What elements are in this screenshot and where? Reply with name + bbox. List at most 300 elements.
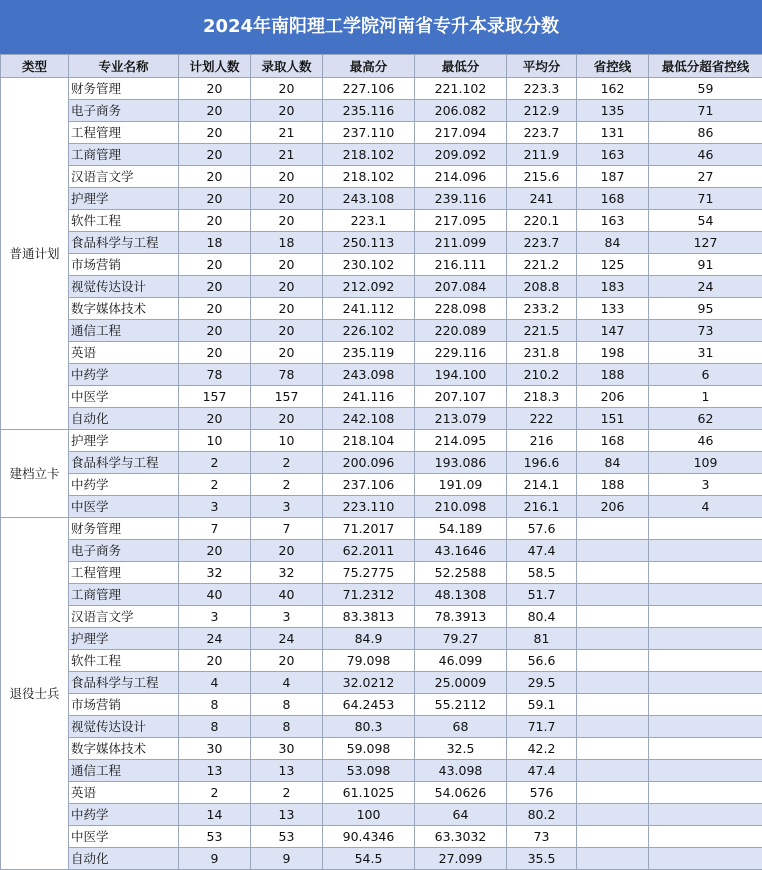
avg-score-cell: 80.4 [507,606,577,628]
header-control-line: 省控线 [577,55,649,78]
planned-count-cell: 8 [179,716,251,738]
major-name-cell: 视觉传达设计 [69,276,179,298]
planned-count-cell: 10 [179,430,251,452]
header-above-line: 最低分超省控线 [649,55,762,78]
above-line-cell [649,716,762,738]
admitted-count-cell: 20 [251,166,323,188]
table-body [1,78,762,870]
major-name-cell: 护理学 [69,628,179,650]
control-line-cell: 168 [577,188,649,210]
max-score-cell: 84.9 [323,628,415,650]
planned-count-cell: 9 [179,848,251,870]
category-cell: 退役士兵 [1,518,69,870]
planned-count-cell: 8 [179,694,251,716]
min-score-cell: 209.092 [415,144,507,166]
major-name-cell: 护理学 [69,188,179,210]
table-row [1,562,762,584]
control-line-cell: 151 [577,408,649,430]
table-row [1,672,762,694]
admitted-count-cell: 20 [251,210,323,232]
min-score-cell: 52.2588 [415,562,507,584]
control-line-cell: 84 [577,452,649,474]
max-score-cell: 79.098 [323,650,415,672]
min-score-cell: 79.27 [415,628,507,650]
min-score-cell: 55.2112 [415,694,507,716]
planned-count-cell: 20 [179,210,251,232]
table-row [1,210,762,232]
admission-table [0,54,762,870]
avg-score-cell: 47.4 [507,540,577,562]
max-score-cell: 83.3813 [323,606,415,628]
table-row [1,606,762,628]
header-row [1,55,762,78]
control-line-cell [577,584,649,606]
max-score-cell: 218.104 [323,430,415,452]
min-score-cell: 54.0626 [415,782,507,804]
min-score-cell: 221.102 [415,78,507,100]
admitted-count-cell: 40 [251,584,323,606]
max-score-cell: 90.4346 [323,826,415,848]
admitted-count-cell: 8 [251,694,323,716]
max-score-cell: 53.098 [323,760,415,782]
above-line-cell: 31 [649,342,762,364]
above-line-cell [649,672,762,694]
major-name-cell: 汉语言文学 [69,606,179,628]
max-score-cell: 54.5 [323,848,415,870]
control-line-cell [577,562,649,584]
max-score-cell: 235.119 [323,342,415,364]
planned-count-cell: 20 [179,188,251,210]
admitted-count-cell: 20 [251,100,323,122]
above-line-cell: 46 [649,144,762,166]
min-score-cell: 63.3032 [415,826,507,848]
major-name-cell: 财务管理 [69,518,179,540]
planned-count-cell: 3 [179,496,251,518]
min-score-cell: 54.189 [415,518,507,540]
above-line-cell: 27 [649,166,762,188]
major-name-cell: 食品科学与工程 [69,452,179,474]
control-line-cell [577,606,649,628]
above-line-cell: 95 [649,298,762,320]
major-name-cell: 工商管理 [69,584,179,606]
max-score-cell: 212.092 [323,276,415,298]
min-score-cell: 193.086 [415,452,507,474]
table-row [1,320,762,342]
max-score-cell: 80.3 [323,716,415,738]
control-line-cell: 206 [577,386,649,408]
min-score-cell: 207.084 [415,276,507,298]
planned-count-cell: 20 [179,254,251,276]
header-avg-score: 平均分 [507,55,577,78]
planned-count-cell: 30 [179,738,251,760]
avg-score-cell: 211.9 [507,144,577,166]
avg-score-cell: 196.6 [507,452,577,474]
min-score-cell: 220.089 [415,320,507,342]
control-line-cell [577,650,649,672]
max-score-cell: 200.096 [323,452,415,474]
control-line-cell: 125 [577,254,649,276]
min-score-cell: 217.094 [415,122,507,144]
planned-count-cell: 32 [179,562,251,584]
avg-score-cell: 214.1 [507,474,577,496]
above-line-cell [649,804,762,826]
min-score-cell: 48.1308 [415,584,507,606]
avg-score-cell: 73 [507,826,577,848]
avg-score-cell: 80.2 [507,804,577,826]
header-min-score: 最低分 [415,55,507,78]
avg-score-cell: 221.2 [507,254,577,276]
above-line-cell [649,518,762,540]
avg-score-cell: 231.8 [507,342,577,364]
planned-count-cell: 20 [179,408,251,430]
above-line-cell [649,694,762,716]
avg-score-cell: 223.7 [507,232,577,254]
max-score-cell: 71.2017 [323,518,415,540]
planned-count-cell: 3 [179,606,251,628]
above-line-cell: 62 [649,408,762,430]
planned-count-cell: 20 [179,342,251,364]
min-score-cell: 239.116 [415,188,507,210]
table-row [1,430,762,452]
max-score-cell: 75.2775 [323,562,415,584]
header-type: 类型 [1,55,69,78]
admitted-count-cell: 53 [251,826,323,848]
table-row [1,254,762,276]
control-line-cell: 135 [577,100,649,122]
control-line-cell [577,540,649,562]
planned-count-cell: 2 [179,452,251,474]
above-line-cell [649,782,762,804]
avg-score-cell: 81 [507,628,577,650]
table-row [1,188,762,210]
planned-count-cell: 157 [179,386,251,408]
page-title: 2024年南阳理工学院河南省专升本录取分数 [0,0,762,54]
admitted-count-cell: 18 [251,232,323,254]
admitted-count-cell: 20 [251,298,323,320]
control-line-cell [577,716,649,738]
admitted-count-cell: 30 [251,738,323,760]
major-name-cell: 自动化 [69,848,179,870]
admitted-count-cell: 78 [251,364,323,386]
admitted-count-cell: 157 [251,386,323,408]
above-line-cell: 24 [649,276,762,298]
max-score-cell: 218.102 [323,144,415,166]
major-name-cell: 工商管理 [69,144,179,166]
avg-score-cell: 222 [507,408,577,430]
admitted-count-cell: 13 [251,804,323,826]
major-name-cell: 英语 [69,782,179,804]
avg-score-cell: 233.2 [507,298,577,320]
admitted-count-cell: 3 [251,606,323,628]
control-line-cell: 163 [577,144,649,166]
admitted-count-cell: 32 [251,562,323,584]
above-line-cell [649,562,762,584]
table-row [1,518,762,540]
avg-score-cell: 220.1 [507,210,577,232]
planned-count-cell: 2 [179,782,251,804]
admitted-count-cell: 20 [251,320,323,342]
table-row [1,144,762,166]
max-score-cell: 230.102 [323,254,415,276]
table-row [1,386,762,408]
min-score-cell: 216.111 [415,254,507,276]
above-line-cell: 3 [649,474,762,496]
min-score-cell: 194.100 [415,364,507,386]
avg-score-cell: 29.5 [507,672,577,694]
table-row [1,78,762,100]
min-score-cell: 32.5 [415,738,507,760]
major-name-cell: 数字媒体技术 [69,738,179,760]
above-line-cell: 59 [649,78,762,100]
table-row [1,166,762,188]
major-name-cell: 软件工程 [69,650,179,672]
max-score-cell: 243.108 [323,188,415,210]
planned-count-cell: 20 [179,540,251,562]
major-name-cell: 食品科学与工程 [69,232,179,254]
min-score-cell: 27.099 [415,848,507,870]
major-name-cell: 汉语言文学 [69,166,179,188]
table-row [1,584,762,606]
max-score-cell: 243.098 [323,364,415,386]
table-row [1,782,762,804]
table-row [1,342,762,364]
min-score-cell: 43.1646 [415,540,507,562]
above-line-cell [649,584,762,606]
above-line-cell: 71 [649,100,762,122]
above-line-cell [649,628,762,650]
admitted-count-cell: 4 [251,672,323,694]
above-line-cell: 4 [649,496,762,518]
avg-score-cell: 42.2 [507,738,577,760]
admitted-count-cell: 24 [251,628,323,650]
max-score-cell: 250.113 [323,232,415,254]
max-score-cell: 237.110 [323,122,415,144]
planned-count-cell: 40 [179,584,251,606]
major-name-cell: 通信工程 [69,320,179,342]
above-line-cell: 46 [649,430,762,452]
control-line-cell: 183 [577,276,649,298]
max-score-cell: 235.116 [323,100,415,122]
above-line-cell [649,826,762,848]
major-name-cell: 护理学 [69,430,179,452]
max-score-cell: 223.1 [323,210,415,232]
table-row [1,540,762,562]
table-row [1,100,762,122]
admitted-count-cell: 10 [251,430,323,452]
table-row [1,122,762,144]
admitted-count-cell: 20 [251,342,323,364]
control-line-cell [577,672,649,694]
admitted-count-cell: 8 [251,716,323,738]
min-score-cell: 25.0009 [415,672,507,694]
admitted-count-cell: 20 [251,188,323,210]
min-score-cell: 228.098 [415,298,507,320]
avg-score-cell: 212.9 [507,100,577,122]
table-row [1,452,762,474]
major-name-cell: 市场营销 [69,254,179,276]
header-planned: 计划人数 [179,55,251,78]
avg-score-cell: 47.4 [507,760,577,782]
max-score-cell: 64.2453 [323,694,415,716]
planned-count-cell: 7 [179,518,251,540]
planned-count-cell: 20 [179,122,251,144]
control-line-cell [577,760,649,782]
avg-score-cell: 35.5 [507,848,577,870]
table-row [1,276,762,298]
min-score-cell: 207.107 [415,386,507,408]
above-line-cell: 86 [649,122,762,144]
header-max-score: 最高分 [323,55,415,78]
header-admitted: 录取人数 [251,55,323,78]
above-line-cell: 73 [649,320,762,342]
major-name-cell: 市场营销 [69,694,179,716]
admitted-count-cell: 7 [251,518,323,540]
table-row [1,716,762,738]
avg-score-cell: 223.3 [507,78,577,100]
min-score-cell: 64 [415,804,507,826]
control-line-cell: 163 [577,210,649,232]
max-score-cell: 62.2011 [323,540,415,562]
control-line-cell: 187 [577,166,649,188]
avg-score-cell: 51.7 [507,584,577,606]
avg-score-cell: 210.2 [507,364,577,386]
min-score-cell: 214.096 [415,166,507,188]
control-line-cell [577,738,649,760]
planned-count-cell: 20 [179,276,251,298]
table-row [1,826,762,848]
admitted-count-cell: 2 [251,474,323,496]
admitted-count-cell: 20 [251,650,323,672]
max-score-cell: 241.112 [323,298,415,320]
table-row [1,408,762,430]
min-score-cell: 213.079 [415,408,507,430]
table-row [1,650,762,672]
planned-count-cell: 14 [179,804,251,826]
planned-count-cell: 20 [179,650,251,672]
above-line-cell [649,606,762,628]
avg-score-cell: 71.7 [507,716,577,738]
above-line-cell: 71 [649,188,762,210]
max-score-cell: 59.098 [323,738,415,760]
min-score-cell: 43.098 [415,760,507,782]
max-score-cell: 32.0212 [323,672,415,694]
table-row [1,474,762,496]
avg-score-cell: 57.6 [507,518,577,540]
avg-score-cell: 576 [507,782,577,804]
max-score-cell: 227.106 [323,78,415,100]
major-name-cell: 电子商务 [69,540,179,562]
table-row [1,848,762,870]
control-line-cell: 84 [577,232,649,254]
control-line-cell: 162 [577,78,649,100]
above-line-cell: 54 [649,210,762,232]
planned-count-cell: 20 [179,100,251,122]
above-line-cell [649,760,762,782]
avg-score-cell: 221.5 [507,320,577,342]
max-score-cell: 241.116 [323,386,415,408]
min-score-cell: 68 [415,716,507,738]
control-line-cell: 188 [577,364,649,386]
min-score-cell: 210.098 [415,496,507,518]
planned-count-cell: 18 [179,232,251,254]
major-name-cell: 视觉传达设计 [69,716,179,738]
above-line-cell: 109 [649,452,762,474]
admitted-count-cell: 9 [251,848,323,870]
admitted-count-cell: 20 [251,408,323,430]
planned-count-cell: 4 [179,672,251,694]
table-row [1,760,762,782]
major-name-cell: 中医学 [69,386,179,408]
admitted-count-cell: 2 [251,782,323,804]
planned-count-cell: 78 [179,364,251,386]
major-name-cell: 数字媒体技术 [69,298,179,320]
max-score-cell: 61.1025 [323,782,415,804]
admitted-count-cell: 20 [251,254,323,276]
admitted-count-cell: 20 [251,78,323,100]
control-line-cell: 188 [577,474,649,496]
min-score-cell: 214.095 [415,430,507,452]
max-score-cell: 218.102 [323,166,415,188]
control-line-cell [577,694,649,716]
above-line-cell [649,848,762,870]
control-line-cell [577,848,649,870]
major-name-cell: 中药学 [69,474,179,496]
control-line-cell [577,518,649,540]
admitted-count-cell: 13 [251,760,323,782]
major-name-cell: 电子商务 [69,100,179,122]
control-line-cell: 168 [577,430,649,452]
min-score-cell: 229.116 [415,342,507,364]
planned-count-cell: 20 [179,320,251,342]
control-line-cell [577,782,649,804]
min-score-cell: 46.099 [415,650,507,672]
admitted-count-cell: 20 [251,276,323,298]
major-name-cell: 中医学 [69,496,179,518]
planned-count-cell: 24 [179,628,251,650]
max-score-cell: 100 [323,804,415,826]
control-line-cell [577,628,649,650]
above-line-cell: 1 [649,386,762,408]
planned-count-cell: 13 [179,760,251,782]
control-line-cell [577,804,649,826]
avg-score-cell: 56.6 [507,650,577,672]
major-name-cell: 自动化 [69,408,179,430]
table-row [1,364,762,386]
major-name-cell: 通信工程 [69,760,179,782]
planned-count-cell: 53 [179,826,251,848]
min-score-cell: 206.082 [415,100,507,122]
major-name-cell: 工程管理 [69,122,179,144]
table-row [1,804,762,826]
min-score-cell: 217.095 [415,210,507,232]
admitted-count-cell: 2 [251,452,323,474]
major-name-cell: 中药学 [69,364,179,386]
max-score-cell: 237.106 [323,474,415,496]
avg-score-cell: 58.5 [507,562,577,584]
avg-score-cell: 208.8 [507,276,577,298]
avg-score-cell: 59.1 [507,694,577,716]
control-line-cell: 133 [577,298,649,320]
avg-score-cell: 215.6 [507,166,577,188]
category-cell: 建档立卡 [1,430,69,518]
major-name-cell: 财务管理 [69,78,179,100]
max-score-cell: 71.2312 [323,584,415,606]
min-score-cell: 211.099 [415,232,507,254]
table-row [1,628,762,650]
control-line-cell: 131 [577,122,649,144]
above-line-cell: 127 [649,232,762,254]
control-line-cell: 198 [577,342,649,364]
